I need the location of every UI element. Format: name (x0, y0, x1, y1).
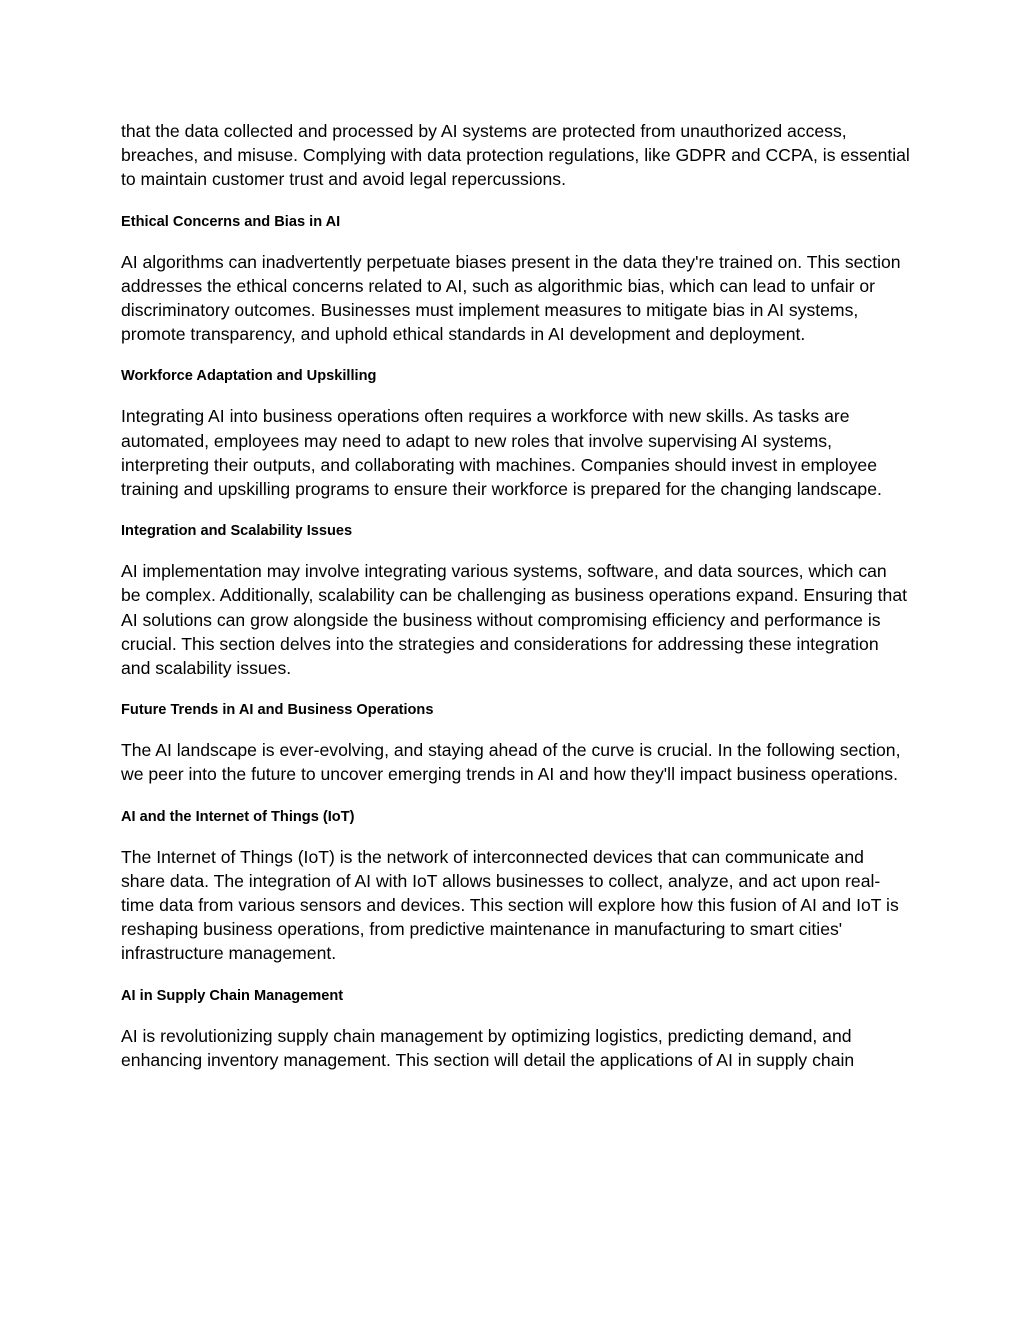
heading-workforce-adaptation: Workforce Adaptation and Upskilling (121, 368, 377, 385)
heading-integration-scalability: Integration and Scalability Issues (121, 523, 353, 540)
heading-future-trends: Future Trends in AI and Business Operations (121, 702, 434, 719)
heading-ethical-concerns: Ethical Concerns and Bias in AI (121, 213, 341, 230)
paragraph-data-protection: that the data collected and processed by AI systems are protected from unauthorized access, breaches, and misuse. Complying with data protection regulations, like GDPR and CCPA, is essential to maintain customer trust and avoid legal repercussions. (121, 121, 910, 190)
heading-supply-chain: AI in Supply Chain Management (121, 987, 344, 1004)
heading-ai-iot: AI and the Internet of Things (IoT) (121, 808, 355, 825)
paragraph-future-trends: The AI landscape is ever-evolving, and staying ahead of the curve is crucial. In the following section, we peer into the future to uncover emerging trends in AI and how they'll impact business operations. (121, 740, 901, 785)
paragraph-workforce-adaptation: Integrating AI into business operations often requires a workforce with new skills. As tasks are automated, employees may need to adapt to new roles that involve supervising AI systems, interpreting their outputs, and collaborating with machines. Companies should invest in employee training and upskilling programs to ensure their workforce is prepared for the changing landscape. (121, 406, 882, 500)
paragraph-ai-iot: The Internet of Things (IoT) is the network of interconnected devices that can communicate and share data. The integration of AI with IoT allows businesses to collect, analyze, and act upon real-time data from various sensors and devices. This section will explore how this fusion of AI and IoT is reshaping business operations, from predictive maintenance in manufacturing to smart cities' infrastructure management. (121, 846, 899, 964)
paragraph-supply-chain: AI is revolutionizing supply chain management by optimizing logistics, predicting demand, and enhancing inventory management. This section will detail the applications of AI in supply chain (121, 1025, 855, 1070)
paragraph-ethical-concerns: AI algorithms can inadvertently perpetuate biases present in the data they're trained on. This section addresses the ethical concerns related to AI, such as algorithmic bias, which can lead to unfair or discriminatory outcomes. Businesses must implement measures to mitigate bias in AI systems, promote transparency, and uphold ethical standards in AI development and deployment. (121, 251, 901, 345)
paragraph-integration-scalability: AI implementation may involve integrating various systems, software, and data sources, which can be complex. Additionally, scalability can be challenging as business operations expand. Ensuring that AI solutions can grow alongside the business without compromising efficiency and performance is crucial. This section delves into the strategies and considerations for addressing these integration and scalability issues. (121, 561, 908, 679)
document-page (121, 119, 911, 1072)
